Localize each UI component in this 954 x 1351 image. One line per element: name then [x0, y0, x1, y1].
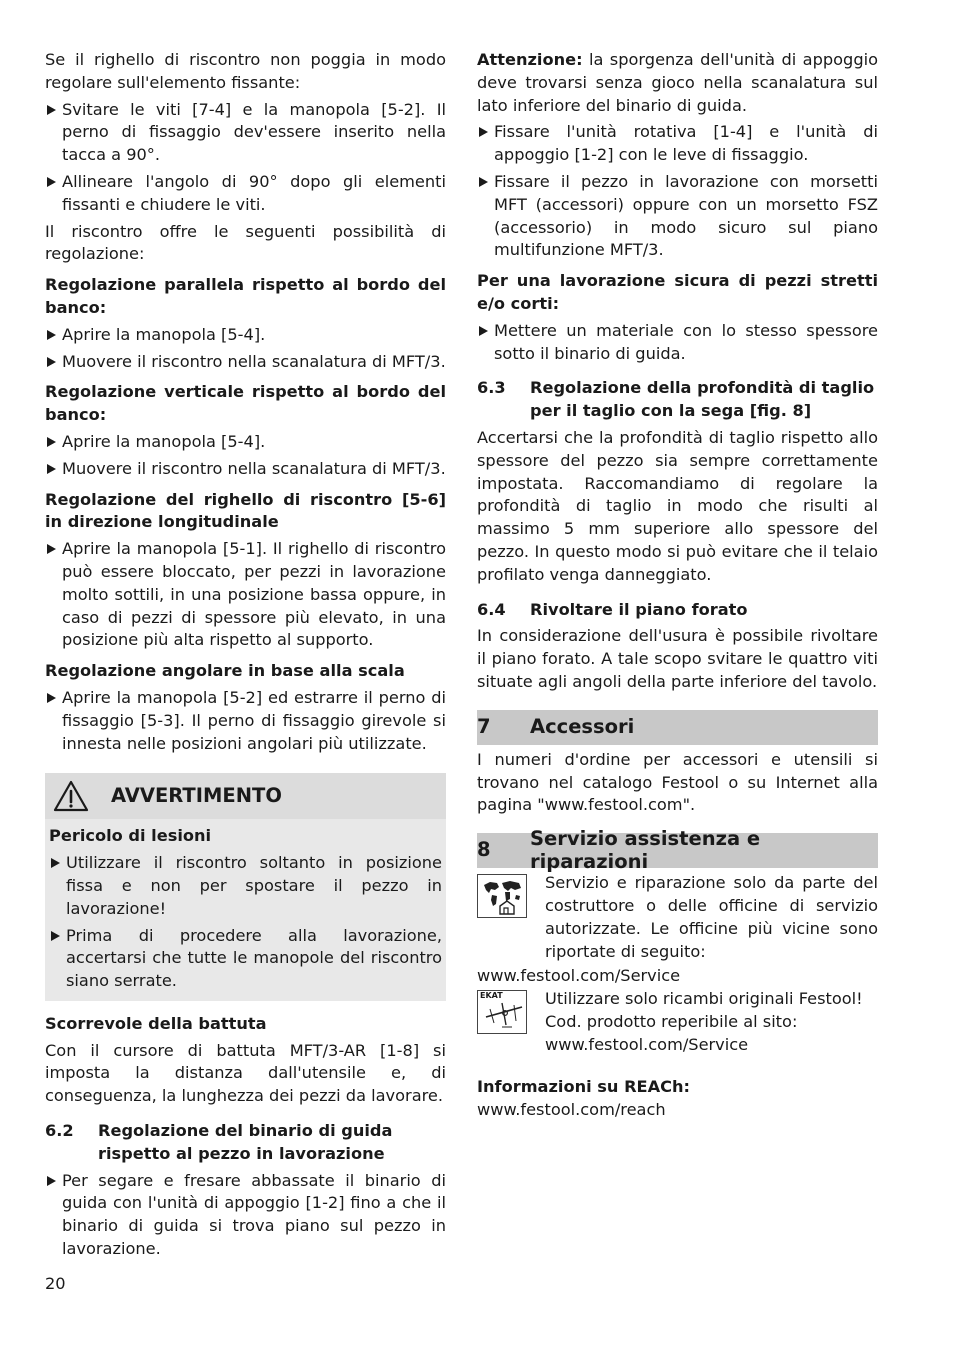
section-heading-6-2: [45, 1120, 446, 1166]
list-item: Allineare l'angolo di 90° dopo gli elementi fissanti e chiudere le viti.: [45, 171, 446, 217]
reach-heading: Informazioni su REACh:: [477, 1077, 691, 1097]
list-item: Fissare l'unità rotativa [1-4] e l'unità di appoggio [1-2] con le leve di fissaggio.: [477, 121, 878, 167]
service-url: www.festool.com/Service: [477, 966, 681, 986]
paragraph: Con il cursore di battuta MFT/3-AR [1-8] si imposta la distanza dall'utensile e, di conseguenza, la lunghezza dei pezzi da lavorare.: [45, 1040, 446, 1106]
list-item: Aprire la manopola [5-4].: [45, 431, 446, 454]
section-number: 6.3: [477, 378, 506, 398]
warning-title: AVVERTIMENTO: [111, 783, 282, 807]
section-number: 6.4: [477, 599, 506, 619]
subheading: Regolazione verticale rispetto al bordo del banco:: [45, 382, 446, 425]
list-item: Mettere un materiale con lo stesso spessore sotto il binario di guida.: [477, 320, 878, 366]
bullet-list: [45, 99, 446, 217]
paragraph: Accertarsi che la profondità di taglio rispetto allo spessore del pezzo sia sempre correttamente impostata. Raccomandiamo di regolare la profondità di taglio in modo che risulti al massimo 5 mm superiore allo spessore del pezzo. In questo modo si può evitare che il telaio profilato venga danneggiato.: [477, 427, 878, 584]
paragraph: Servizio e riparazione solo da parte del costruttore o delle officine di servizio autorizzate. Le officine più vicine sono riportate di seguito:: [545, 873, 878, 961]
bullet-list: [45, 431, 446, 481]
paragraph: Se il righello di riscontro non poggia in modo regolare sull'elemento fissante:: [45, 50, 446, 92]
paragraph: Utilizzare solo ricambi originali Festool! Cod. prodotto reperibile al sito: www.festool.com/Service: [545, 989, 863, 1054]
ekat-label: EKAT: [480, 991, 503, 1001]
subheading: Regolazione parallela rispetto al bordo del banco:: [45, 275, 446, 317]
list-item: Utilizzare il riscontro soltanto in posizione fissa e non per spostare il pezzo in lavorazione!: [49, 852, 442, 920]
list-item: Muovere il riscontro nella scanalatura di MFT/3.: [45, 458, 446, 481]
section-heading-7: [477, 710, 878, 745]
section-heading-6-3: [477, 377, 878, 423]
list-item: Aprire la manopola [5-2] ed estrarre il perno di fissaggio [5-3]. Il perno di fissaggio girevole si innesta nelle posizioni angolari più utilizzate.: [45, 687, 446, 755]
list-item: Aprire la manopola [5-1]. Il righello di riscontro può essere bloccato, per pezzi in lavorazione molto sottili, in una posizione bassa oppure, in caso di pezzi di spessore più elevato, in una posizione più alta rispetto al supporto.: [45, 538, 446, 652]
section-title: Regolazione della profondità di taglio per il taglio con la sega [fig. 8]: [530, 378, 875, 421]
list-item: Fissare il pezzo in lavorazione con morsetti MFT (accessori) oppure con un morsetto FSZ (accessorio) in modo sicuro sul piano multifunzione MFT/3.: [477, 171, 878, 262]
attention-label: Attenzione:: [477, 50, 583, 69]
section-title: Accessori: [530, 714, 635, 738]
subheading: Scorrevole della battuta: [45, 1013, 267, 1033]
list-item: Per segare e fresare abbassate il binario di guida con l'unità di appoggio [1-2] fino a che il binario di guida si trova piano sul pezzo in lavorazione.: [45, 1170, 446, 1261]
warning-header: [45, 773, 446, 819]
paragraph: Il riscontro offre le seguenti possibilità di regolazione:: [45, 221, 446, 264]
section-number: 7: [477, 714, 491, 738]
reach-url: www.festool.com/reach: [477, 1100, 666, 1120]
section-number: 6.2: [45, 1121, 74, 1141]
paragraph: In considerazione dell'usura è possibile rivoltare il piano forato. A tale scopo svitare le quattro viti situate agli angoli della parte inferiore del tavolo.: [477, 626, 878, 691]
page-number: 20: [45, 1274, 66, 1293]
bullet-list: [45, 1170, 446, 1261]
bullet-list: [477, 320, 878, 366]
warning-list: [49, 852, 442, 993]
bullet-list: [45, 324, 446, 374]
list-item: Muovere il riscontro nella scanalatura di MFT/3.: [45, 351, 446, 374]
warning-triangle-icon: [53, 780, 89, 812]
section-title: Rivoltare il piano forato: [530, 599, 748, 619]
list-item: Prima di procedere alla lavorazione, accertarsi che tutte le manopole del riscontro siano serrate.: [49, 925, 442, 993]
list-item: Svitare le viti [7-4] e la manopola [5-2]. Il perno di fissaggio dev'essere inserito nella tacca a 90°.: [45, 99, 446, 167]
warning-subtitle: Pericolo di lesioni: [49, 826, 212, 846]
bullet-list: [477, 121, 878, 262]
service-row: [477, 872, 878, 963]
subheading: Regolazione angolare in base alla scala: [45, 661, 405, 681]
left-column: [45, 49, 446, 1265]
spare-parts-row: [477, 988, 878, 1056]
bullet-list: [45, 687, 446, 755]
list-item: Aprire la manopola [5-4].: [45, 324, 446, 347]
ekat-parts-icon: [477, 990, 527, 1034]
section-title: Regolazione del binario di guida rispetto al pezzo in lavorazione: [98, 1121, 393, 1163]
section-heading-8: [477, 826, 878, 873]
section-heading-6-4: [477, 599, 878, 622]
subheading: Per una lavorazione sicura di pezzi stretti e/o corti:: [477, 271, 878, 313]
subheading: Regolazione del righello di riscontro [5-6] in direzione longitudinale: [45, 489, 446, 532]
bullet-list: [45, 538, 446, 652]
attention-text: la sporgenza dell'unità di appoggio deve trovarsi senza gioco nella scanalatura sul lato inferiore del binario di guida.: [477, 50, 878, 115]
warning-box: [45, 773, 446, 1001]
section-title: Servizio assistenza e riparazioni: [530, 826, 761, 873]
attention-paragraph: [477, 49, 878, 117]
right-column: [477, 49, 878, 1122]
section-number: 8: [477, 838, 491, 862]
paragraph: I numeri d'ordine per accessori e utensili si trovano nel catalogo Festool o su Internet alla pagina "www.festool.com".: [477, 749, 878, 815]
world-map-service-icon: [477, 874, 527, 918]
